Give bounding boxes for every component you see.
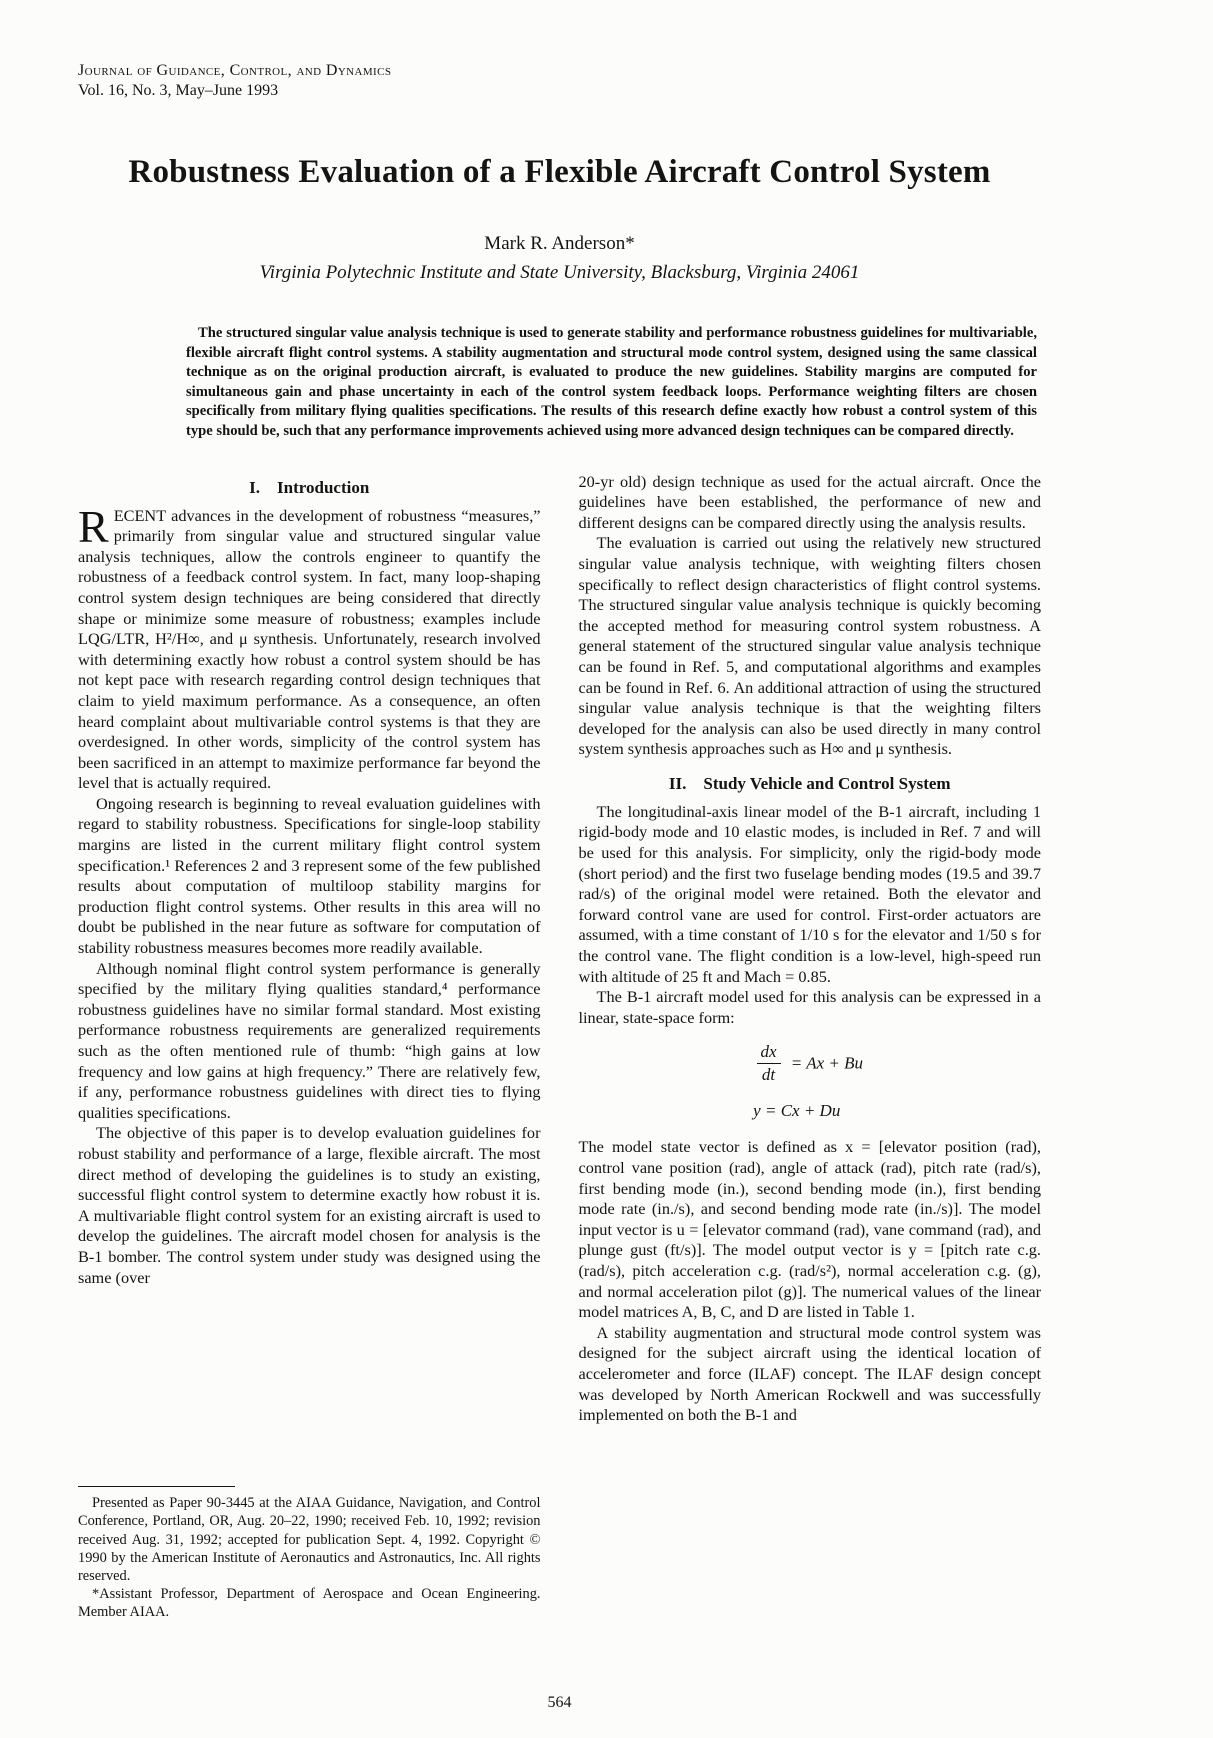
section-heading-study-vehicle: II. Study Vehicle and Control System <box>668 773 951 793</box>
section-heading-introduction: I. Introduction <box>249 477 370 497</box>
intro-paragraph-1 <box>78 500 541 794</box>
left-column <box>78 472 541 1622</box>
footnote-author-note: *Assistant Professor, Department of Aerospace and Ocean Engineering. Member AIAA. <box>78 1586 541 1621</box>
page-number: 564 <box>547 1694 572 1711</box>
body-paragraph-evaluation: The evaluation is carried out using the relatively new structured singular value analysis technique, with weighting filters chosen specifically to reflect design characteristics of flight control systems. The structured singular value analysis technique is quickly becoming the accepted method for measuring control system robustness. A general statement of the structured singular value analysis technique can be found in Ref. 5, and computational algorithms and examples can be found in Ref. 6. An additional attraction of using the structured singular value analysis technique is that the weighting filters developed for the analysis can also be used directly in many control system synthesis approaches such as H∞ and μ synthesis. <box>578 533 1041 759</box>
two-column-body <box>78 472 1041 1622</box>
fraction-numerator: dx <box>757 1042 781 1064</box>
study-paragraph-4: A stability augmentation and structural mode control system was designed for the subject aircraft using the identical location of accelerometer and force (ILAF) concept. The ILAF design concept was developed by North American Rockwell and was successfully implemented on both the B-1 and <box>578 1322 1041 1425</box>
journal-masthead <box>78 62 1041 100</box>
body-paragraph-continuation: 20-yr old) design technique as used for the actual aircraft. Once the guidelines have been established, the performance of new and different designs can be compared directly using the analysis results. <box>578 471 1041 532</box>
fraction-denominator: dt <box>761 1065 776 1085</box>
output-equation: y = Cx + Du <box>753 1101 841 1121</box>
study-paragraph-1: The longitudinal-axis linear model of the B-1 aircraft, including 1 rigid-body mode and 10 elastic modes, is included in Ref. 7 and will be used for this analysis. For simplicity, only the rigid-body mode (short period) and the first two fuselage bending modes (19.5 and 39.7 rad/s) of the original model were retained. Both the elevator and forward control vane are used for control. First-order actuators are assumed, with a time constant of 1/10 s for the elevator and 1/50 s for the control vane. The flight condition is a low-level, high-speed run with altitude of 25 ft and Mach = 0.85. <box>578 801 1041 986</box>
author-affiliation: Virginia Polytechnic Institute and State University, Blacksburg, Virginia 24061 <box>259 262 860 283</box>
journal-name: Journal of Guidance, Control, and Dynamics <box>78 62 392 79</box>
intro-paragraph-1-text: ECENT advances in the development of robustness “measures,” primarily from singular value and structured singular value analysis techniques, allow the controls engineer to quantify the robustness of a feedback control system. In fact, many loop-shaping control system design techniques are being considered that directly shape or minimize some measure of robustness; examples include LQG/LTR, H²/H∞, and μ synthesis. Unfortunately, research involved with determining exactly how robust a control system should be has not kept pace with research regarding control design techniques that claim to yield maximum performance. As a consequence, an often heard complaint about multivariable control systems is that they are overdesigned. In other words, simplicity of the control system has been sacrificed in an attempt to maximize performance far beyond the level that is actually required. <box>78 505 541 793</box>
equation-block <box>579 1042 1042 1121</box>
study-paragraph-2: The B-1 aircraft model used for this analysis can be expressed in a linear, state-space form: <box>578 987 1041 1027</box>
footnote-presented: Presented as Paper 90-3445 at the AIAA Guidance, Navigation, and Control Conference, Portland, OR, Aug. 20–22, 1990; received Feb. 10, 1992; revision received Aug. 31, 1992; accepted for publication Sept. 4, 1992. Copyright © 1990 by the American Institute of Aeronautics and Astronautics, Inc. All rights reserved. <box>78 1495 541 1584</box>
dropcap-letter: R <box>78 500 109 552</box>
abstract: The structured singular value analysis technique is used to generate stability and performance robustness guidelines for multivariable, flexible aircraft flight control systems. A stability augmentation and structural mode control system, designed using the same classical technique as on the original production aircraft, is evaluated to produce the new guidelines. Stability margins are computed for simultaneous gain and phase uncertainty in each of the control system feedback loops. Performance weighting filters are chosen specifically from military flying qualities specifications. The results of this research define exactly how robust a control system of this type should be, such that any performance improvements achieved using more advanced design techniques can be compared directly. <box>186 325 1037 439</box>
fraction-dx-dt <box>757 1042 781 1085</box>
intro-paragraph-3: Although nominal flight control system performance is generally specified by the military flying qualities standard,⁴ performance robustness guidelines have no similar formal standard. Most existing performance robustness requirements are generalized requirements such as the often mentioned rule of thumb: “high gains at low frequency and low gains at high frequency.” There are relatively few, if any, performance robustness guidelines with direct ties to flying qualities specifications. <box>78 958 541 1122</box>
author-name: Mark R. Anderson* <box>484 233 635 254</box>
paper-title: Robustness Evaluation of a Flexible Aircraft Control System <box>128 154 991 190</box>
state-equation-rhs: = Ax + Bu <box>790 1053 863 1073</box>
journal-issue: Vol. 16, No. 3, May–June 1993 <box>78 82 279 99</box>
footnote-block <box>78 1476 541 1621</box>
right-column <box>579 472 1042 1622</box>
intro-paragraph-4: The objective of this paper is to develop evaluation guidelines for robust stability and performance of a large, flexible aircraft. The most direct method of developing the guidelines is to study an existing, successful flight control system to determine exactly how robust it is. A multivariable flight control system for an existing aircraft is used to develop the guidelines. The aircraft model chosen for analysis is the B-1 bomber. The control system under study was designed using the same (over <box>78 1123 541 1287</box>
footnote-rule <box>78 1486 235 1487</box>
intro-paragraph-2: Ongoing research is beginning to reveal evaluation guidelines with regard to stability robustness. Specifications for single-loop stability margins are listed in the current military flight control system specification.¹ References 2 and 3 represent some of the few published results about computation of multiloop stability margins for production flight control systems. Other results in this area will no doubt be published in the near future as software for computation of stability robustness measures becomes more readily available. <box>78 793 541 958</box>
state-equation <box>579 1042 1042 1085</box>
study-paragraph-3: The model state vector is defined as x = [elevator position (rad), control vane position (rad), angle of attack (rad), pitch rate (rad/s), first bending mode (in.), second bending mode (in.), first bending mode rate (in./s), and second bending mode rate (in./s)]. The model input vector is u = [elevator command (rad), vane command (rad), and plunge gust (ft/s)]. The model output vector is y = [pitch rate c.g. (rad/s), pitch acceleration c.g. (rad/s²), normal acceleration c.g. (g), and normal acceleration pilot (g)]. The numerical values of the linear model matrices A, B, C, and D are listed in Table 1. <box>578 1137 1041 1322</box>
